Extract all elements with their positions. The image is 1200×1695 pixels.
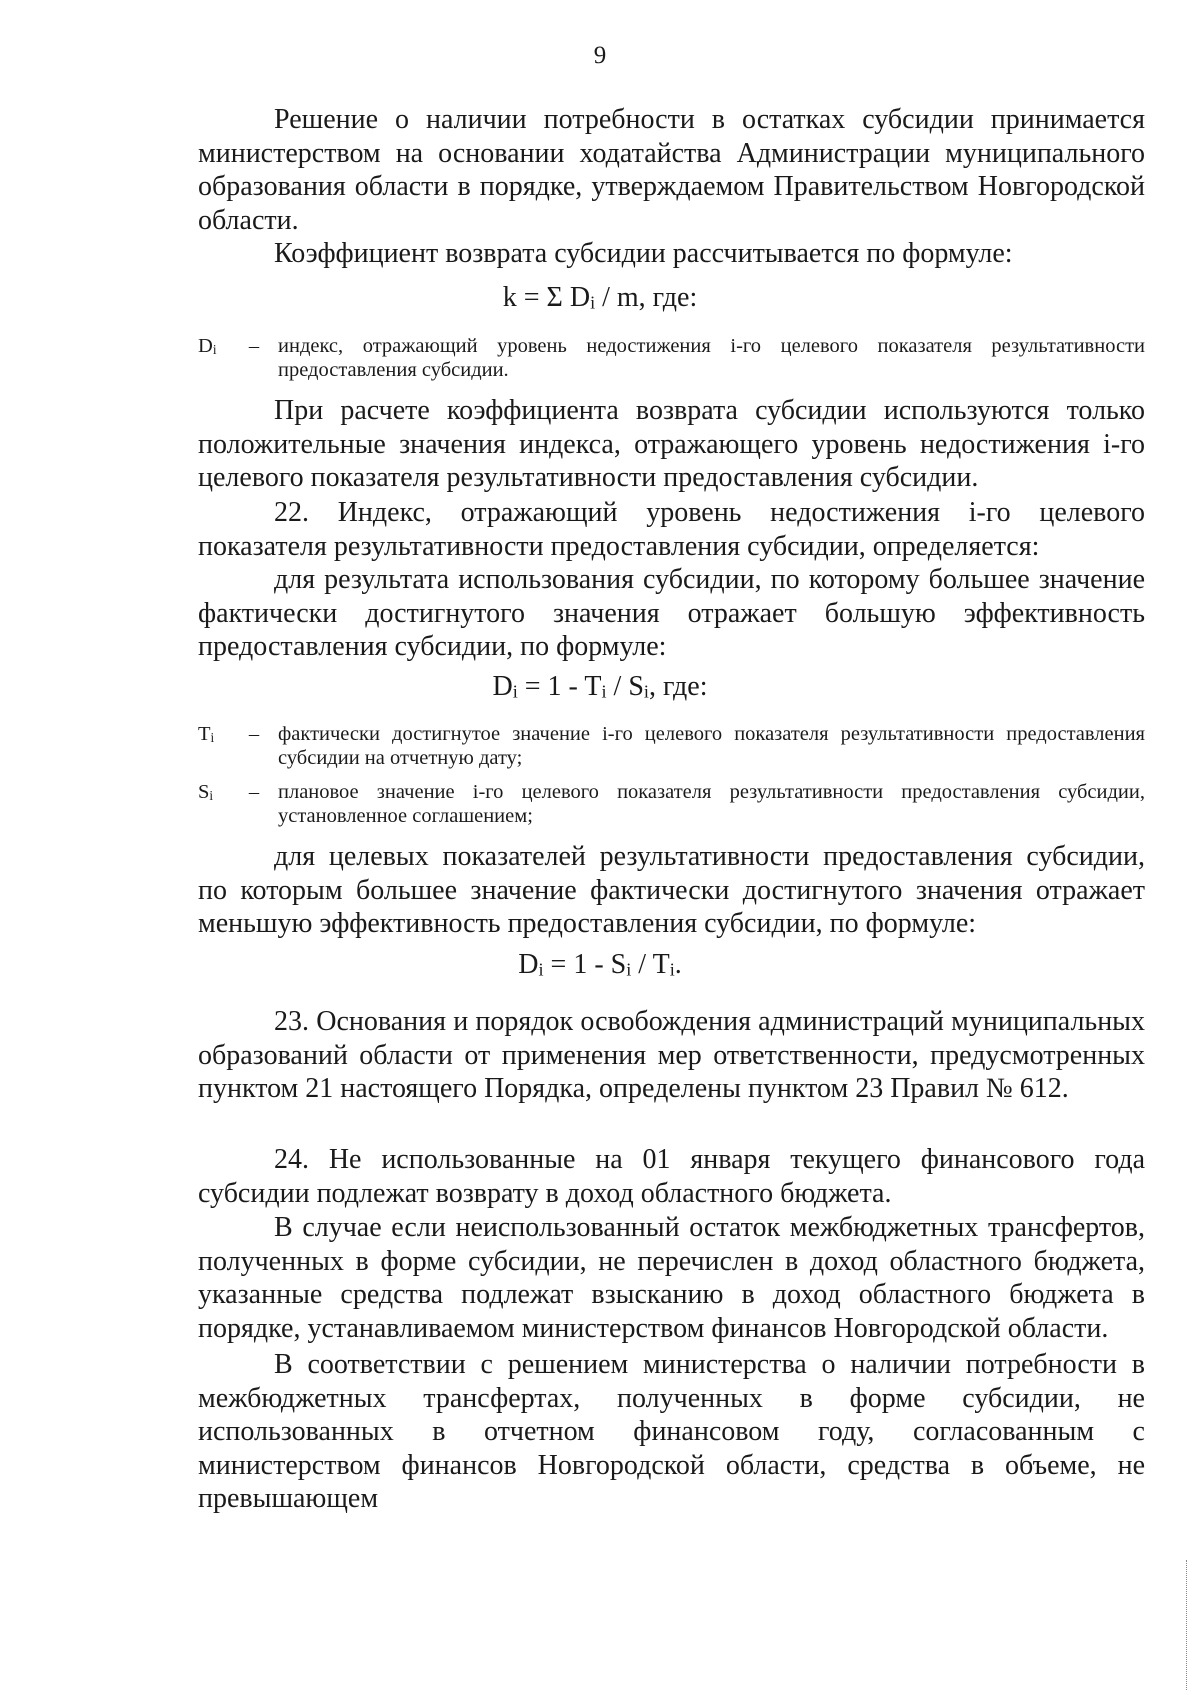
formula-coefficient: k = Σ $D_i$ / m, где: (502, 282, 698, 313)
formula-index-lower-better: $D_i = 1 - S_i / T_i$. (518, 949, 682, 980)
paragraph-4: 22. Индекс, отражающий уровень недостижения i-го целевого показателя результативности предоставления субсидии, определяется: (198, 497, 1145, 562)
paragraph-1: Решение о наличии потребности в остатках субсидии принимается министерством на основании ходатайства Администрации муниципального образования области в порядке, утверждаемом Правительством Новгородской области. (198, 104, 1145, 236)
paragraph-7: 23. Основания и порядок освобождения администраций муниципальных образований области от применения мер ответственности, предусмотренных пунктом 21 настоящего Порядка, определены пунктом 23 Правил № 612. (198, 1006, 1145, 1105)
paragraph-6: для целевых показателей результативности предоставления субсидии, по которым большее значение фактически достигнутого значения отражает меньшую эффективность предоставления субсидии, по формуле: (198, 841, 1145, 940)
paragraph-9: В случае если неиспользованный остаток межбюджетных трансфертов, полученных в форме субсидии, не перечислен в доход областного бюджета, указанные средства подлежат взысканию в доход областного бюджета в порядке, устанавливаемом министерством финансов Новгородской области. (198, 1212, 1145, 1344)
document-page: 9 Решение о наличии потребности в остатках субсидии принимается министерством на основании ходатайства Администрации муниципального образования области в порядке, утверждаемом Правительством Новгородской области. Коэффициент возврата субсидии рассчитывается по формуле: k = Σ $D_i$ / m, где: $D_i$ – индекс, отражающий уровень недостижения i-го целевого показателя результативности предоставления субсидии. При расчете коэффициента возврата субсидии используются только положительные значения индекса, отражающего уровень недостижения i-го целевого показателя результативности предоставления субсидии. 22. Индекс, отражающий уровень недостижения i-го целевого показателя результативности предоставления субсидии, определяется: для результата использования субсидии, по которому большее значение фактически достигнутого значения отражает большую эффективность предоставления субсидии, по формуле: $D_i = 1 - T_i / S_i$, где: $T_i$ – фактически достигнутое значение i-го целевого показателя результативности предоставления субсидии на отчетную дату; $S_i$ – плановое значение i-го целевого показателя результативности предоставления субсидии, установленное соглашением; для целевых показателей результативности предоставления субсидии, по которым большее значение фактически достигнутого значения отражает меньшую эффективность предоставления субсидии, по формуле: $D_i = 1 - S_i / T_i$. 23. Основания и порядок освобождения администраций муниципальных образований области от применения мер ответственности, предусмотренных пунктом 21 настоящего Порядка, определены пунктом 23 Правил № 612. 24. Не использованные на 01 января текущего финансового года субсидии подлежат возврату в доход областного бюджета. В случае если неиспользованный остаток межбюджетных трансфертов, полученных в форме субсидии, не перечислен в доход областного бюджета, указанные средства подлежат взысканию в доход областного бюджета в порядке, устанавливаемом министерством финансов Новгородской области. В соответствии с решением министерства о наличии потребности в межбюджетных трансфертах, полученных в форме субсидии, не использованных в отчетном финансовом году, согласованным с министерством финансов Новгородской области, средства в объеме, не превышающем (0, 0, 1200, 1695)
paragraph-10: В соответствии с решением министерства о наличии потребности в межбюджетных трансфертах, полученных в форме субсидии, не использованных в отчетном финансовом году, согласованным с министерством финансов Новгородской области, средства в объеме, не превышающем (198, 1349, 1145, 1515)
scan-edge-mark (1186, 1560, 1189, 1690)
formula-index-higher-better: $D_i = 1 - T_i / S_i$, где: (492, 671, 708, 702)
paragraph-2: Коэффициент возврата субсидии рассчитывается по формуле: (274, 238, 1013, 269)
paragraph-5: для результата использования субсидии, по которому большее значение фактически достигнутого значения отражает большую эффективность предоставления субсидии, по формуле: (198, 564, 1145, 663)
page-number: 9 (593, 42, 607, 69)
paragraph-8: 24. Не использованные на 01 января текущего финансового года субсидии подлежат возврату в доход областного бюджета. (198, 1144, 1145, 1209)
paragraph-3: При расчете коэффициента возврата субсидии используются только положительные значения индекса, отражающего уровень недостижения i-го целевого показателя результативности предоставления субсидии. (198, 395, 1145, 494)
